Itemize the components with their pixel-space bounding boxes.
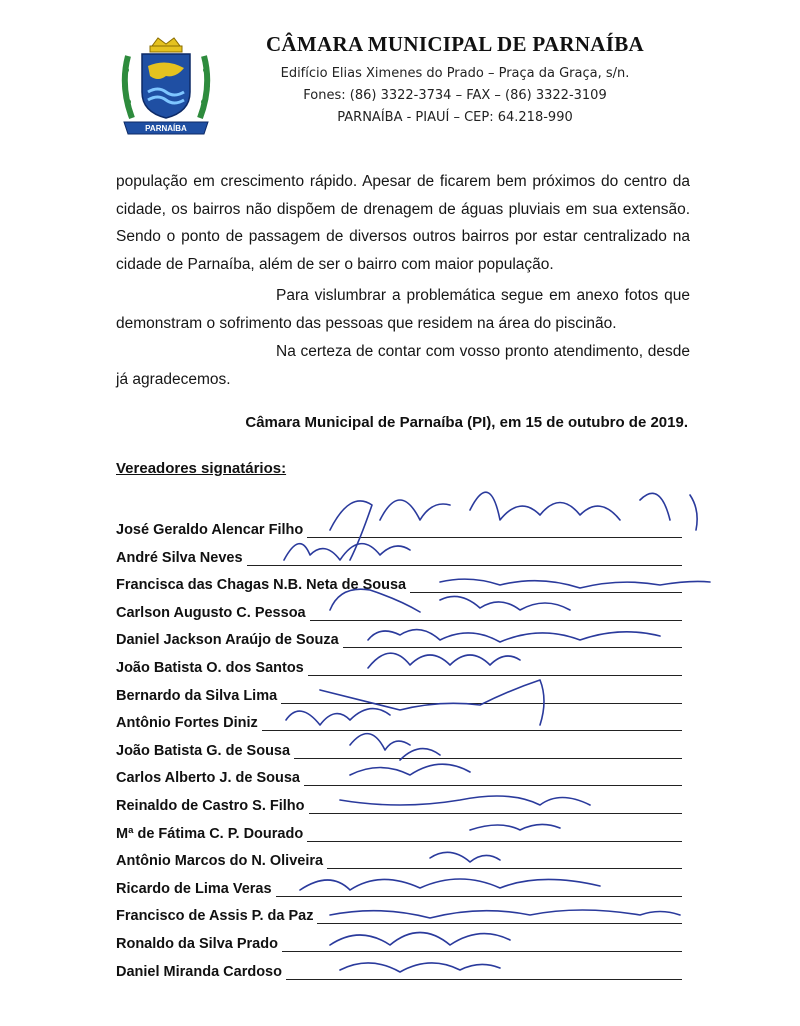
body-paragraph-2: Para vislumbrar a problemática segue em anexo fotos que demonstram o sofrimento das pessoas que residem na área do piscinão. <box>116 287 690 332</box>
parnaiba-crest-logo <box>118 36 214 136</box>
signer-name: Bernardo da Silva Lima <box>116 687 278 704</box>
letterhead <box>220 32 690 129</box>
signer-row <box>116 739 682 761</box>
signer-name: André Silva Neves <box>116 549 243 566</box>
signer-name: Francisco de Assis P. da Paz <box>116 908 314 925</box>
signature-line <box>307 841 682 842</box>
signer-row <box>116 766 682 788</box>
signer-row <box>116 684 682 706</box>
signer-name: Ronaldo da Silva Prado <box>116 936 278 952</box>
signer-row <box>116 932 682 954</box>
signature-line <box>327 868 682 869</box>
signer-row <box>116 904 682 926</box>
signer-row <box>116 822 682 844</box>
signature-line <box>262 730 682 731</box>
signature-line <box>410 592 682 593</box>
signer-name: Mª de Fátima C. P. Dourado <box>116 825 304 842</box>
signer-name: Francisca das Chagas N.B. Neta de Sousa <box>116 577 407 594</box>
signer-row <box>116 656 682 678</box>
signer-name: Carlson Augusto C. Pessoa <box>116 604 306 621</box>
signature-line <box>247 565 682 566</box>
signer-name: Reinaldo de Castro S. Filho <box>116 798 305 814</box>
signer-name: Daniel Miranda Cardoso <box>116 963 282 980</box>
signature-line <box>282 951 682 952</box>
signer-row <box>116 573 682 595</box>
signer-name: João Batista O. dos Santos <box>116 660 304 676</box>
signature-line <box>276 896 682 897</box>
signature-line <box>310 620 682 621</box>
signer-name: José Geraldo Alencar Filho <box>116 522 304 538</box>
signers-heading: Vereadores signatários: <box>116 460 287 477</box>
body-paragraph-1: população em crescimento rápido. Apesar de ficarem bem próximos do centro da cidade, os bairros não dispõem de drenagem de águas pluviais em sua extensão. Sendo o ponto de passagem de diversos outros bairros por estar centralizado na cidade de Parnaíba, além de ser o bairro com maior população. <box>116 173 690 273</box>
body-paragraph-3: Na certeza de contar com vosso pronto atendimento, desde já agradecemos. <box>116 343 690 388</box>
signature-line <box>309 813 682 814</box>
signer-row <box>116 960 682 982</box>
signature-line <box>304 785 682 786</box>
signer-row <box>116 877 682 899</box>
signer-name: Antônio Fortes Diniz <box>116 715 258 732</box>
signer-row <box>116 628 682 650</box>
signer-name: Daniel Jackson Araújo de Souza <box>116 632 339 649</box>
institution-city: PARNAÍBA - PIAUÍ – CEP: 64.218-990 <box>337 110 573 125</box>
signature-line <box>294 758 682 759</box>
institution-title: CÂMARA MUNICIPAL DE PARNAÍBA <box>265 32 645 56</box>
signer-name: Ricardo de Lima Veras <box>116 880 272 897</box>
signature-line <box>307 537 682 538</box>
signature-line <box>343 647 682 648</box>
signer-row <box>116 518 682 540</box>
signer-row <box>116 794 682 816</box>
signer-row <box>116 849 682 871</box>
signer-row <box>116 601 682 623</box>
date-line: Câmara Municipal de Parnaíba (PI), em 15 de outubro de 2019. <box>245 414 688 431</box>
crest-banner-text: PARNAÍBA <box>145 124 187 133</box>
signature-line <box>286 979 682 980</box>
institution-phones: Fones: (86) 3322-3734 – FAX – (86) 3322-3109 <box>303 88 607 103</box>
signer-row <box>116 546 682 568</box>
signature-line <box>317 923 682 924</box>
signer-name: João Batista G. de Sousa <box>116 742 291 759</box>
signature-line <box>281 703 682 704</box>
signer-name: Carlos Alberto J. de Sousa <box>116 770 300 787</box>
signer-name: Antônio Marcos do N. Oliveira <box>116 853 324 870</box>
institution-address: Edifício Elias Ximenes do Prado – Praça da Graça, s/n. <box>280 66 630 81</box>
signer-row <box>116 711 682 733</box>
signature-line <box>308 675 682 676</box>
